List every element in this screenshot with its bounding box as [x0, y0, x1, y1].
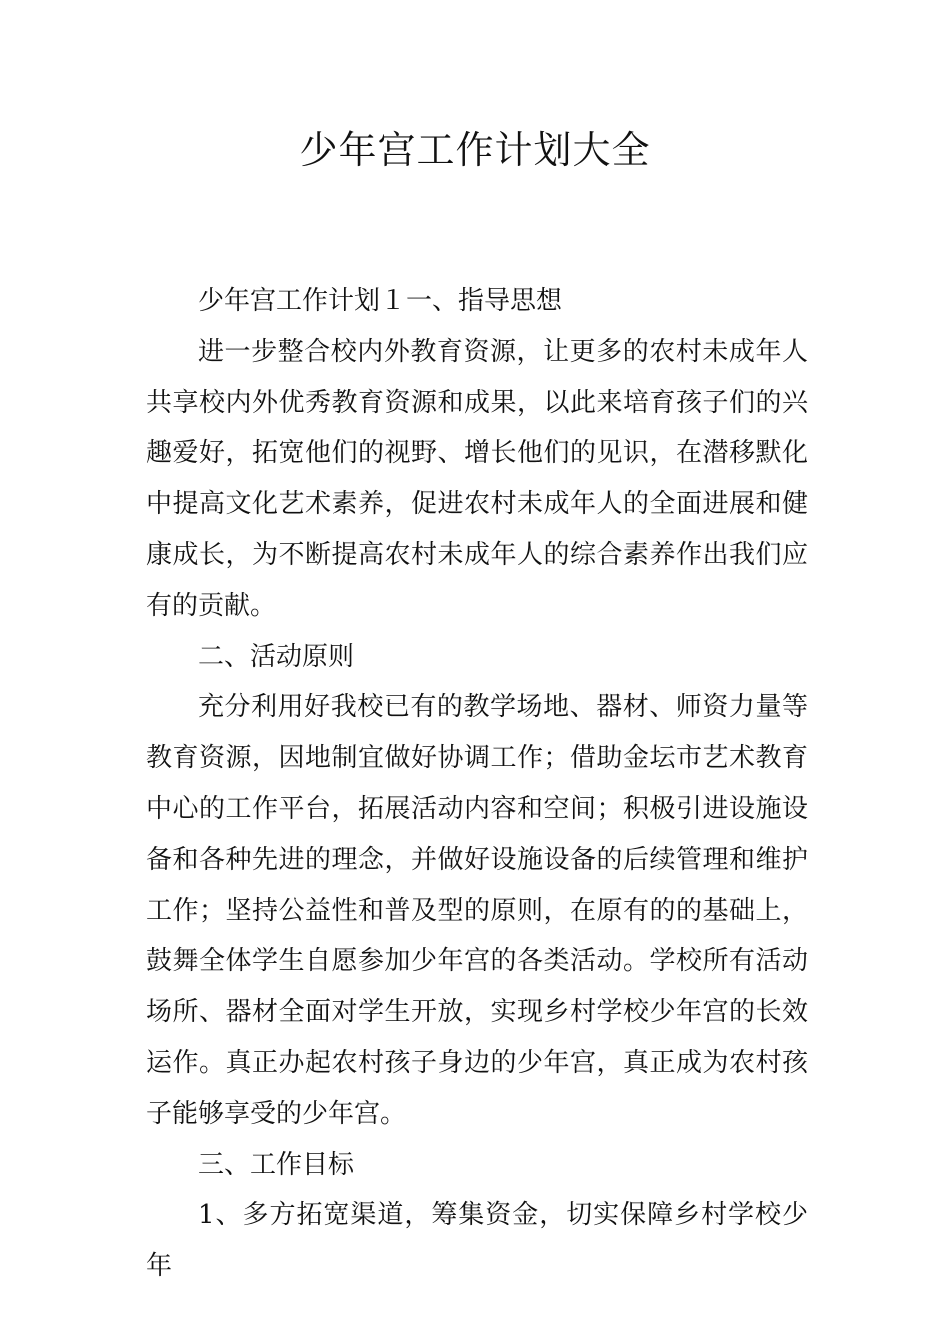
- document-title: 少年宫工作计划大全: [299, 128, 651, 172]
- paragraph-work-goal-1: 1、多方拓宽渠道，筹集资金，切实保障乡村学校少年: [146, 1200, 808, 1282]
- document-body: [146, 276, 808, 1292]
- section-heading-guiding-ideology: 少年宫工作计划１一、指导思想: [198, 286, 563, 316]
- section-heading-work-goals: 三、工作目标: [198, 1149, 355, 1180]
- paragraph-activity-principles: 充分利用好我校已有的教学场地、器材、师资力量等教育资源，因地制宜做好协调工作；借助金坛市艺术教育中心的工作平台，拓展活动内容和空间；积极引进设施设备和各种先进的理念，并做好设施设备的后续管理和维护工作；坚持公益性和普及型的原则，在原有的的基础上，鼓舞全体学生自愿参加少年宫的各类活动。学校所有活动场所、器材全面对学生开放，实现乡村学校少年宫的长效运作。真正办起农村孩子身边的少年宫，真正成为农村孩子能够享受的少年宫。: [146, 692, 808, 1129]
- paragraph-guiding-ideology: 进一步整合校内外教育资源，让更多的农村未成年人共享校内外优秀教育资源和成果，以此来培育孩子们的兴趣爱好，拓宽他们的视野、增长他们的见识，在潜移默化中提高文化艺术素养，促进农村未成年人的全面进展和健康成长，为不断提高农村未成年人的综合素养作出我们应有的贡献。: [146, 336, 808, 621]
- section-heading-activity-principles: 二、活动原则: [198, 641, 355, 672]
